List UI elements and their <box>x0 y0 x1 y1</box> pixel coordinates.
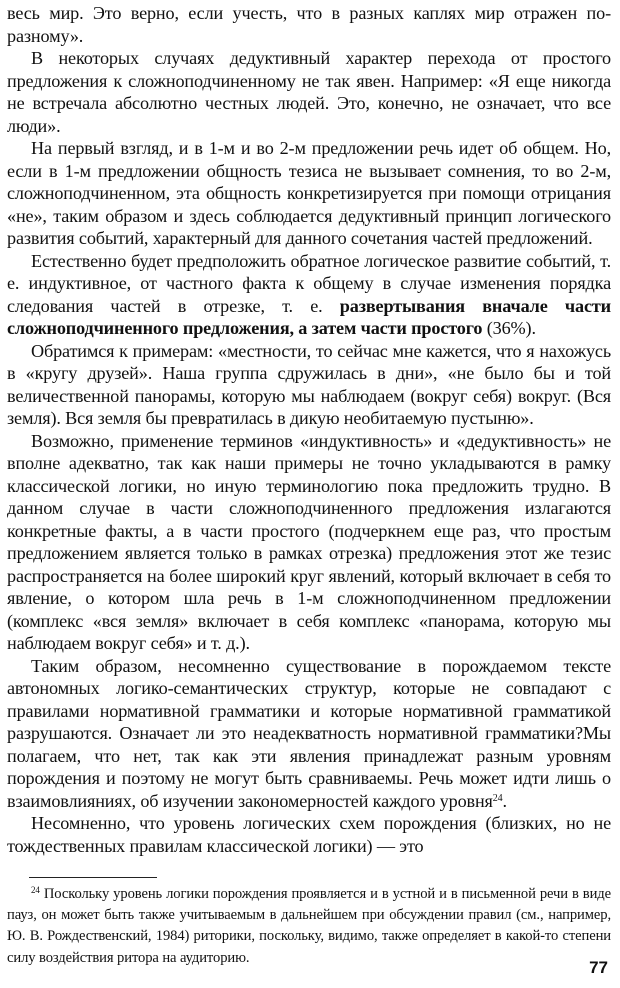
footnote-text: Поскольку уровень логики порождения проявляется и в устной и в письменной речи в виде пауз, он может быть также учитываемым в дальнейшем при обсуждении правил (см., например, Ю. В. Рождественский, 1984) риторики, поскольку, видимо, также определяет в какой-то степени силу воздействия ритора на аудиторию. <box>7 886 611 966</box>
footnote-marker: 24 <box>31 885 40 895</box>
paragraph-5: Обратимся к примерам: «местности, то сейчас мне кажется, что я нахожусь в «кругу друзей». Наша группа сдружилась в дни», «не было бы и той величественной панорамы, которую мы наблюдаем (вокруг себя) вокруг. (Вся земля). Вся земля бы превратилась в дикую необитаемую пустыню». <box>7 340 611 428</box>
paragraph-7 <box>7 655 611 813</box>
paragraph-2: В некоторых случаях дедуктивный характер перехода от простого предложения к сложноподчиненному не так явен. Например: «Я еще никогда не встречала абсолютно честных людей. Это, конечно, не означает, что все люди». <box>7 48 611 136</box>
paragraph-4-emphasis: развертывания вначале части сложноподчиненного предложения, а затем части простого <box>7 295 611 338</box>
paragraph-4 <box>7 250 611 340</box>
main-text <box>7 2 611 857</box>
paragraph-3: На первый взгляд, и в 1-м и во 2-м предложении речь идет об общем. Но, если в 1-м предложении общность тезиса не вызывает сомнения, то во 2-м, сложноподчиненном, эта общность конкретизируется при помощи отрицания «не», таким образом и здесь соблюдается дедуктивный принцип логического развития событий, характерный для данного сочетания частей предложений. <box>7 138 611 248</box>
page-number: 77 <box>589 958 608 977</box>
paragraph-6: Возможно, применение терминов «индуктивность» и «дедуктивность» не вполне адекватно, так как наши примеры не точно укладываются в рамку классической логики, но иную терминологию пока предложить трудно. В данном случае в части сложноподчиненного предложения излагаются конкретные факты, а в части простого (подчеркнем еще раз, что простым предложением является только в рамках отрезка) предложения этот же тезис распространяется на более широкий круг явлений, который включает в себя то явление, о котором шла речь в 1-м сложноподчиненном предложении (комплекс «вся земля» включает в себя комплекс «панорама, которую мы наблюдаем вокруг себя» и т. д.). <box>7 430 611 653</box>
paragraph-1: весь мир. Это верно, если учесть, что в разных каплях мир отражен по-разному». <box>7 3 611 46</box>
footnote-24 <box>7 884 611 969</box>
paragraph-8: Несомненно, что уровень логических схем порождения (близких, но не тождественных правилам классической логики) — это <box>7 813 611 856</box>
footnote <box>7 884 611 969</box>
paragraph-4-percent: (36%). <box>482 318 536 338</box>
paragraph-7-end: . <box>502 790 507 811</box>
paragraph-4-text: Естественно будет предположить обратное логическое развитие событий, т. е. индуктивное, от частного факта к общему в случае изменения порядка следования частей в отрезке, т. е. <box>7 250 611 316</box>
footnote-reference: 24 <box>492 792 503 804</box>
footnote-divider <box>29 877 157 878</box>
paragraph-7-text: Таким образом, несомненно существование в порождаемом тексте автономных логико-семантических структур, которые не совпадают с правилами нормативной грамматики и которые нормативной грамматикой разрушаются. Означает ли это неадекватность нормативной грамматики?Мы полагаем, что нет, так как эти явления принадлежат разным уровням порождения и поэтому не могут быть сравниваемы. Речь может идти лишь о взаимовлияниях, об изучении закономерностей каждого уровня <box>7 655 611 811</box>
